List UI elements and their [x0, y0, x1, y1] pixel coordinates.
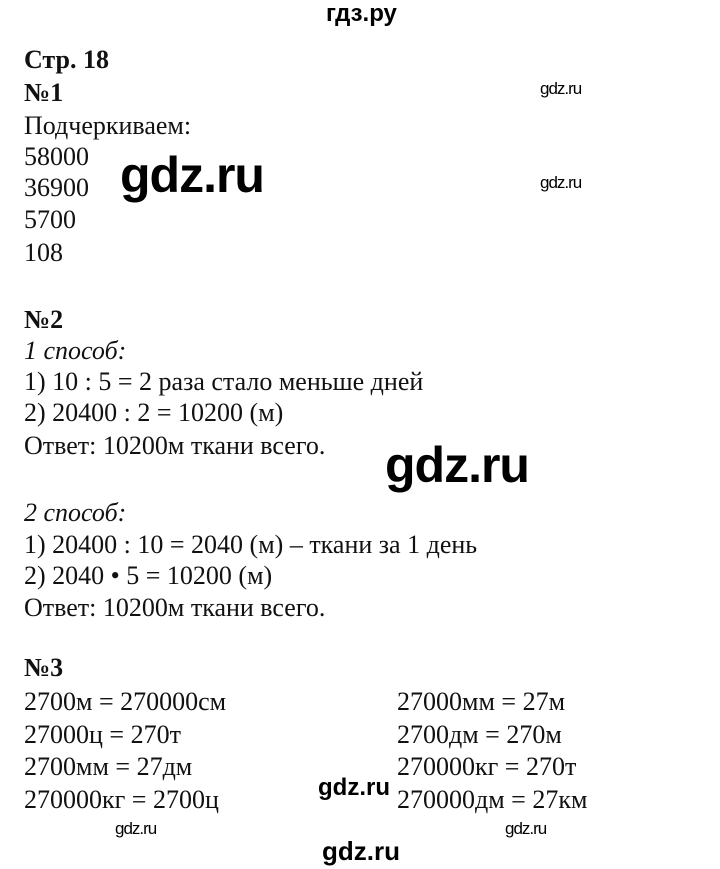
- task3-right-item: 27000мм = 27м: [397, 687, 566, 716]
- task3-title: №3: [24, 653, 64, 682]
- task1-intro: Подчеркиваем:: [24, 111, 192, 140]
- task1-number: 58000: [24, 142, 89, 171]
- task3-right-item: 270000кг = 270т: [397, 752, 577, 781]
- method2-step: 2) 2040 • 5 = 10200 (м): [24, 561, 273, 590]
- method1-answer: Ответ: 10200м ткани всего.: [24, 431, 326, 460]
- task3-left-item: 270000кг = 2700ц: [24, 785, 219, 814]
- task3-left-item: 2700мм = 27дм: [24, 752, 193, 781]
- method2-label: 2 способ:: [24, 498, 127, 527]
- watermark: gdz.ru: [318, 774, 390, 801]
- method2-step: 1) 20400 : 10 = 2040 (м) – ткани за 1 день: [24, 530, 478, 559]
- watermark-large: gdz.ru: [120, 147, 264, 203]
- watermark: gdz.ru: [540, 79, 582, 98]
- watermark: gdz.ru: [540, 173, 582, 192]
- watermark: gdz.ru: [115, 819, 157, 838]
- task1-number: 36900: [24, 173, 89, 202]
- task1-number: 108: [24, 238, 63, 267]
- task3-left-item: 2700м = 270000см: [24, 687, 227, 716]
- method1-step: 2) 20400 : 2 = 10200 (м): [24, 398, 284, 427]
- method2-answer: Ответ: 10200м ткани всего.: [24, 593, 326, 622]
- task1-title: №1: [24, 78, 64, 107]
- watermark-header: гдз.ру: [326, 0, 397, 27]
- watermark-footer: gdz.ru: [322, 836, 400, 866]
- task3-left-item: 27000ц = 270т: [24, 720, 181, 749]
- task1-number: 5700: [24, 205, 76, 234]
- task2-title: №2: [24, 305, 64, 334]
- page-title: Стр. 18: [24, 45, 109, 74]
- task3-right-item: 270000дм = 27км: [397, 785, 588, 814]
- watermark-large: gdz.ru: [385, 437, 529, 493]
- task3-right-item: 2700дм = 270м: [397, 720, 562, 749]
- watermark: gdz.ru: [505, 819, 547, 838]
- method1-label: 1 способ:: [24, 336, 127, 365]
- method1-step: 1) 10 : 5 = 2 раза стало меньше дней: [24, 367, 424, 396]
